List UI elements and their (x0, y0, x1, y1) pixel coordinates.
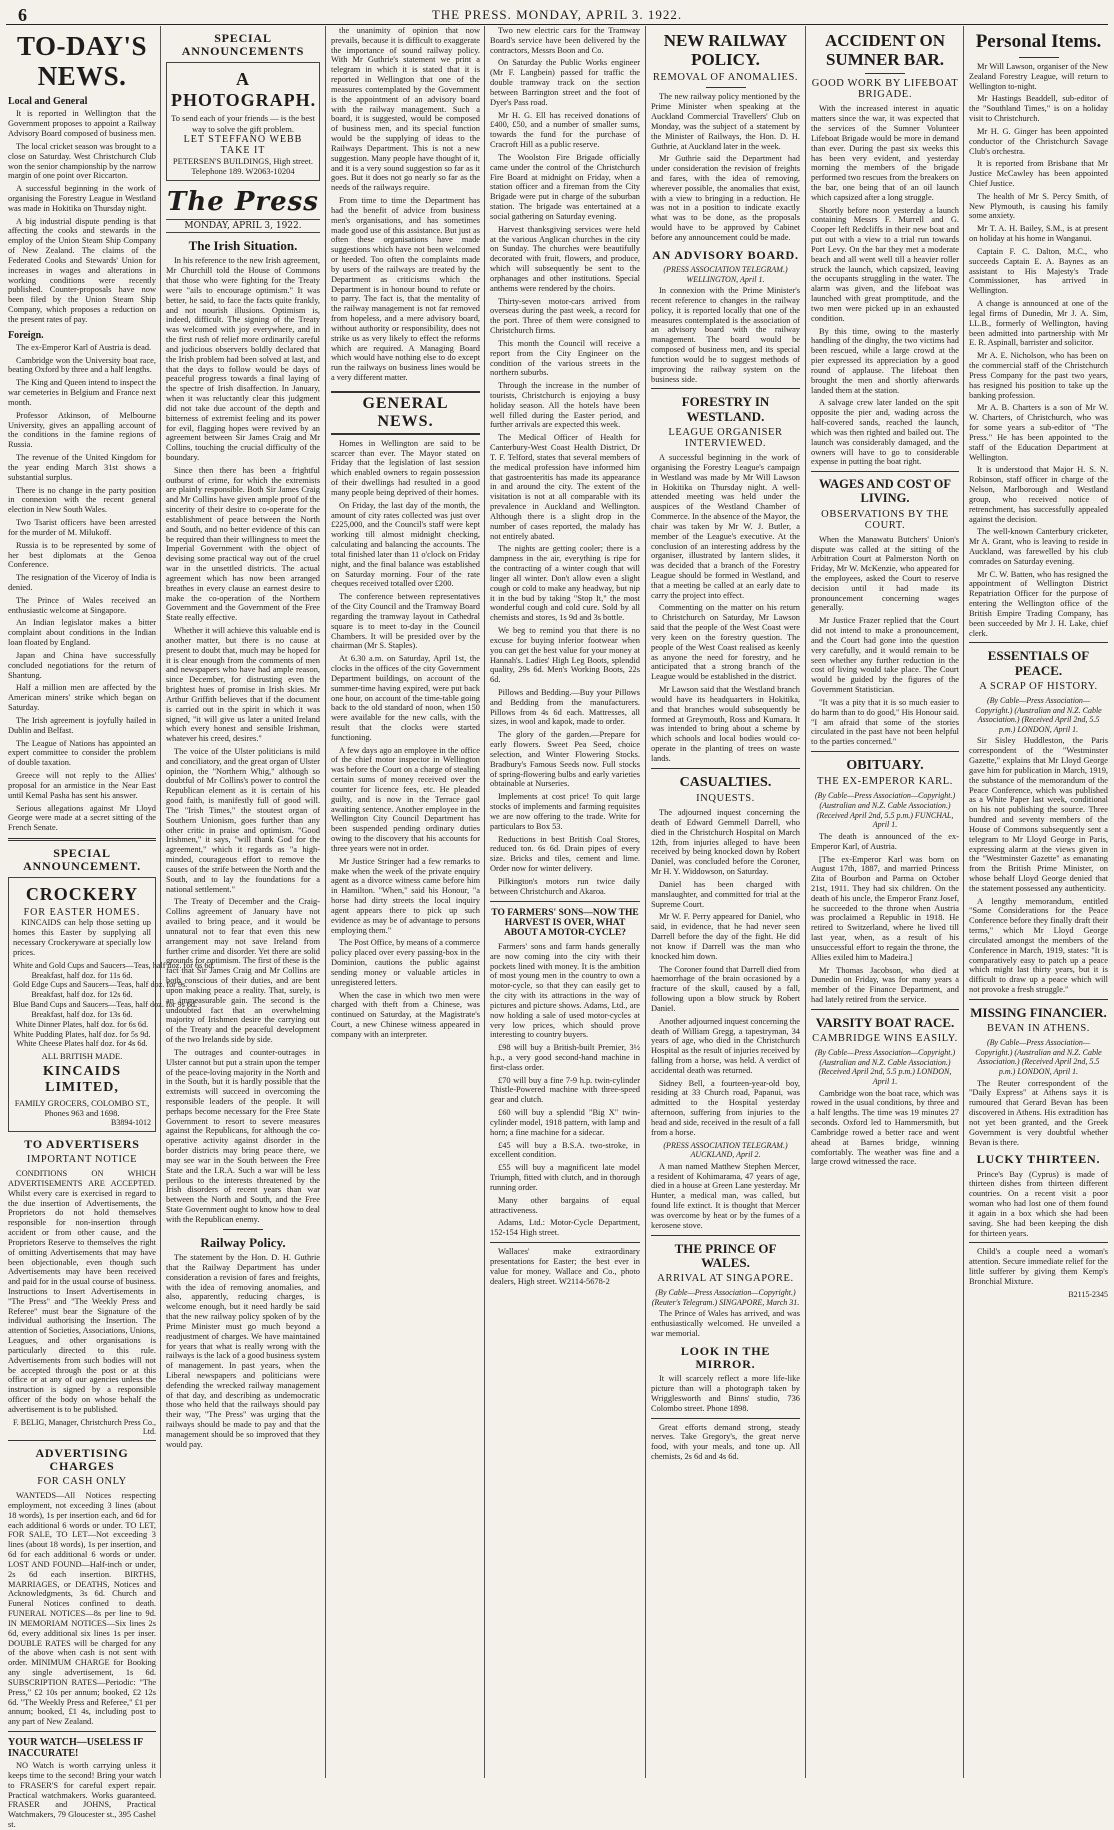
advertisers-notice: CONDITIONS ON WHICH ADVERTISEMENTS ARE ACCEPTED. Whilst every care is exercised in regard to the due insertion of Advertisements, the Proprietors do not hold themselves responsible for non-insertion through accident or from other cause, and the Proprietors Reserve to themselves the right of omitting Advertisements that may have been objectionable, even though such Advertisements may have been received and paid for in the usual course of business. Instructions to Insert Advertisements in "The Press" and "The Weekly Press and Referee" must bear the Signature of the individual authorising the Insertion. The attention of Societies, Associations, Unions, Leagues, and other organisations is particularly directed to this rule. Advertisements from such bodies will not be accepted through the post or at this office or at any of our agencies unless the instruction is signed by a responsible officer of the body on whose behalf the advertisement is to be published. (8, 1169, 156, 1414)
article-paragraph: Mr Justice Frazer replied that the Court did not intend to make a pronouncement, and the Court had gone into the question very carefully, and it would remain to be seen whether any further reduction in the cost of living would take place. The Court would be guided by the figures of the Government Statistician. (811, 616, 959, 695)
obituary-heading: OBITUARY. (846, 758, 924, 774)
news-item: Through the increase in the number of tourists, Christchurch is enjoying a busy holiday season. All the hotels have been well filled during the Easter period, and further arrivals are expected this week. (490, 381, 640, 430)
news-item: The Post Office, by means of a commerce policy placed over every passing-box in the Dominion, cautions the public against sending money or valuable articles in unregistered letters. (331, 938, 480, 987)
wages-subheading: OBSERVATIONS BY THE COURT. (821, 508, 949, 531)
editorial-continued: From time to time the Department has had the benefit of advice from business men's organisations, and has sometimes made good use of this assistance. But just as often these organisations have made suggestions which have not been welcomed or heeded. Too often the complaints made by users of the railways are treated by the Department as criticisms which the Department is in honour bound to refute or to parry. The fact is, that the mentality of the railway management is not far removed from hopeless, and a mere advisory board, without authority or responsibility, does not strike us as very likely to effect the reforms which are required. A Managing Board which would have nothing else to do except run the railways on business lines would be a very different matter. (331, 196, 480, 382)
news-item: This month the Council will receive a report from the City Engineer on the condition of the various streets in the northern suburbs. (490, 338, 640, 378)
personal-item: Mr Will Lawson, organiser of the New Zealand Forestry League, will return to Wellington to-night. (969, 61, 1108, 91)
railway-policy-heading: Railway Policy. (200, 1234, 286, 1250)
article-paragraph: It will scarcely reflect a more life-like picture than will a photograph taken by Wrigglesworth and Binns' studio, 736 Colombo street. Phone 1898. (651, 1374, 800, 1413)
divider (1019, 57, 1059, 58)
personal-item: Mr A. E. Nicholson, who has been on the commercial staff of the Christchurch Press Company for the past two years, has resigned his position to take up the banking profession. (969, 351, 1108, 400)
advisory-board-heading: AN ADVISORY BOARD. (652, 247, 799, 262)
editorial-paragraph: The Treaty of December and the Craig-Collins agreement of January have not availed to bring peace, and it would be unnatural not to fear that even this new arrangement may not save Ireland from further crime and disorder. Yet there are solid grounds for optimism. The first of these is the fact that Sir James Craig and Mr Collins are both conscious of their duties, and are bent upon making peace a reality. That, surely, is an immeasurable gain. The second is the undoubted fact that an overwhelming majority of Irishmen desire the carrying out of the Treaty and the peaceful development of the two Irelands side by side. (166, 897, 320, 1045)
article-paragraph: Prince's Bay (Cyprus) is made of thirteen dishes from thirteen different countries. On a recent visit a poor woman who had lost one of them found it again in a box which she had been saving. She had been keeping the dish for thirteen years. (969, 1169, 1108, 1238)
column-rule (963, 26, 964, 1778)
ad-address: FAMILY GROCERS, COLOMBO ST., (14, 1097, 150, 1108)
article-paragraph: With the increased interest in aquatic matters since the war, it was expected that the services of the Sumner Volunteer Lifeboat Brigade would be more in demand than ever. During the past six weeks this has been very evident, and yesterday morning the members of the brigade performed two rescues from the breakers on the bar, one being that of an oil launch which capsized after a long struggle. (811, 104, 959, 202)
divider (8, 1440, 156, 1441)
page-masthead (6, 2, 1108, 25)
ad-brand: ALL BRITISH MADE. (41, 1051, 123, 1062)
divider (651, 1418, 800, 1419)
news-item: The Irish agreement is joyfully hailed in Dublin and Belfast. (8, 715, 156, 735)
forestry-heading: FORESTRY IN WESTLAND. (681, 394, 770, 424)
ad-title: CROCKERY (25, 884, 139, 905)
farmers-paragraph: Adams, Ltd.: Motor-Cycle Department, 152-154 High street. (490, 1218, 640, 1238)
news-item: The ex-Emperor Karl of Austria is dead. (16, 342, 152, 352)
varsity-heading: VARSITY BOAT RACE. (815, 1014, 955, 1030)
article-paragraph: Mr Guthrie said the Department had under consideration the revision of freights and fares, with the idea of removing, wherever possible, the anomalies that exist, with a view to bringing in a reduction. He was not in a position to indicate exactly what was to be done, as the proposals would have to be approved by Cabinet before any announcement could be made. (651, 154, 800, 242)
divider (223, 1229, 263, 1230)
article-paragraph: A lengthy memorandum, entitled "Some Considerations for the Peace Conference before they finally draft their terms," which Mr Lloyd George circulated amongst the members of the Conference in March, 1919, states: "It is comparatively easy to patch up a peace which might last thirty years, but it is difficult to draw up a peace which will not provoke a fresh struggle." (969, 896, 1108, 995)
advertisers-signature: F. BELIG, Manager, Christchurch Press Co., Ltd. (12, 1417, 156, 1436)
personal-items-heading: Personal Items. (975, 31, 1102, 52)
editorial-heading: The Irish Situation. (188, 238, 298, 254)
section-foreign: Foreign. (8, 329, 44, 341)
news-item: The Medical Officer of Health for Canterbury-West Coast Health District, Dr T. F. Telford, states that several members of the medical profession have informed him that gastroenteritis has made its appearance in and around the city. The extent of the visitation is not at all comparable with its prevalence in Auckland and Wellington. Although there is a slight drop in the number of cases reported, the malady has not entirely abated. (490, 433, 640, 541)
casualties-heading: CASUALTIES. (679, 774, 772, 790)
divider (490, 901, 640, 902)
lucky-thirteen-heading: LUCKY THIRTEEN. (976, 1152, 1101, 1167)
news-item: Russia is to be represented by some of her best diplomats at the Genoa Conference. (8, 540, 156, 570)
logo-text: The Press (167, 187, 319, 218)
dateline: (By Cable—Press Association—Copyright.) (Australian and N.Z. Cable Association.) (Received April 2nd, 5.5 p.m.) LONDON, April 1. (814, 1048, 956, 1086)
general-news-heading: GENERAL NEWS. (331, 391, 480, 435)
news-item: The glory of the garden.—Prepare for early flowers. Sweet Pea Seed, choice selection, and Winter Flowering Stocks. Bradbury's Famous Seeds now. Full stocks of spring-flowering bulbs and early varieties obtainable at Nurseries. (490, 730, 640, 789)
news-item: The League of Nations has appointed an expert committee to consider the problem of double taxation. (8, 738, 156, 768)
ad-code: B2115-2345 (1068, 1289, 1108, 1299)
article-paragraph: Commenting on the matter on his return to Christchurch on Saturday, Mr Lawson said that the people of the West Coast were very keen on the forestry question. The people of the West Coast realised as keenly as anyone the need for forestry, and he anticipated that a strong branch of the League would be established in the district. (651, 603, 800, 682)
dateline: (By Cable—Press Association—Copyright.) (Australian and N.Z. Cable Association.) (Received April 2nd, 5.5 p.m.) LONDON, April 1. (975, 1038, 1102, 1077)
column-4 (490, 26, 640, 1778)
news-item: On Saturday the Public Works engineer (Mr F. Langbein) passed for traffic the double tramway track on the section between Barrington street and the foot of Dyer's Pass road. (490, 58, 640, 107)
column-rule (805, 26, 806, 1778)
divider (651, 768, 800, 769)
editorial-paragraph: Since then there has been a frightful outburst of crime, for which the extremists are plainly responsible. Both Sir James Craig and Mr Collins have given ample proof of the sincerity of their desire to co-operate for the establishment of peace between the North and South, and no better evidence of this can be required than their willingness to meet the Imperial Government with the object of devising some practical way out of the cruel war in the unsettled districts. The actual agreement which has now been arranged breathes in every clause an earnest desire to make the co-operation of the Northern Government and the Government of the Free State really effective. (166, 465, 320, 623)
todays-news-title: TO-DAY'S NEWS. (16, 31, 148, 91)
price-item: White Dinner Plates, half doz. for 6s 6d. (15, 1019, 149, 1029)
dateline: (By Cable—Press Association—Copyright.) (Reuter's Telegram.) SINGAPORE, March 31. (651, 1288, 800, 1307)
article-paragraph: Shortly before noon yesterday a launch containing Messrs F. Murrell and G. Cooper left Redcliffs in their new boat and put out with a view to a trial run towards Port Levy. On the bar they met a moderate beach and all went well till a heavier roller struck the launch, which capsized, leaving the occupants struggling in the water. The alarm was given, and the lifeboat was launched with great promptitude, and the two men were picked up in an exhausted condition. (811, 205, 959, 323)
farmers-heading: TO FARMERS' SONS—NOW THE HARVEST IS OVER, WHAT ABOUT A MOTOR-CYCLE? (491, 907, 639, 939)
column-rule (645, 26, 646, 1778)
prince-subheading: ARRIVAL AT SINGAPORE. (657, 1273, 794, 1285)
article-paragraph: [The ex-Emperor Karl was born on August 17th, 1887, and married Princess Zita of Bourbon and Parma on October 21st, 1911. They had six children. On the death of his uncle, the Emperor Franz Josef, he succeeded to the throne when Austria was proclaimed a Republic in 1918. He retired to Switzerland, where he lived till last year, when, as a result of his unsuccessful effort to regain the throne, the Allies exiled him to Madeira.] (811, 854, 959, 962)
charges-body: WANTEDS—All Notices respecting employment, not exceeding 3 lines (about 18 words), 1s per insertion each, and 6d for each additional 6 words or under. TO LET, FOR SALE, TO LET—Not exceeding 3 lines (about 18 words), 1s per insertion, and 6d for each additional 6 words or under. LOST AND FOUND—Half-inch or under, 2s 6d each insertion. BIRTHS, MARRIAGES, or DEATHS, Notices and Acknowledgments, 3s 6d. Church and Funeral Notices confined to death. FUNERAL NOTICES—8s per line to 9d. IN MEMORIAM NOTICES—Six lines 2s 6d, every additional six lines 1s per inser. DOUBLE RATES will be charged for any of the above when cash is not sent with order. MINIMUM CHARGE for Booking any single advertisement, 1s 6d. SUBSCRIPTION RATES—Periodic: "The Press," £2 10s per annum; booked, £2 12s 6d. "The Weekly Press and Referee," £1 per annum; booked, £1 4s, including post to any part of New Zealand. (8, 1491, 156, 1727)
news-item: Mr Justice Stringer had a few remarks to make when the week of the private enquiry agent as a divorce witness came before him in Hamilton. "When," said his Honour, "a horse had dirty streets the local inquiry agent appears there to pick up such evidence as may be of advantage to persons employing them." (331, 856, 480, 935)
article-paragraph: Cambridge won the boat race, which was rowed in the usual conditions, by three and a half lengths. The time was 19 minutes 27 seconds. Oxford led to Hammersmith, but Cambridge rowed a better race and went ahead at Barnes bridge, winning comfortably. The weather was fine and a large crowd witnessed the race. (811, 1088, 959, 1167)
editorial-continued: the unanimity of opinion that now prevails, because it is difficult to exaggerate the importance of sound railway policy. With Mr Guthrie's statement we print a telegram in which it is stated that it is reported in Wellington that one of the measures contemplated by the Government is the appointment of an advisory board with the railway management. Such a board, it is suggested, would be composed of business men, and its special function would be the supplying of ideas to the Railways Department. This is not a new suggestion. Many people have thought of it, and it is a very sound suggestion so far as it goes. But it does not go nearly so far as the needs of the railways require. (331, 26, 480, 193)
news-item: The conference between representatives of the City Council and the Tramway Board regarding the tramway layout in Cathedral square is to meet to-day in the Council Chambers. It will be presided over by the chairman (Mr S. Staples). (331, 592, 480, 651)
ad-code: B3894-1012 (111, 1117, 151, 1127)
price-item: Gold Edge Cups and Saucers—Teas, half doz. for 9s. (13, 980, 188, 990)
ad-line: LET STEFFANO WEBB TAKE IT (183, 133, 303, 156)
editorial-paragraph: The outrages and counter-outrages in Ulster cannot but put a strain upon the temper of the peace-loving majority in the North and in the South, but it is hardly possible that the extremists will succeed in overcoming the responsible leaders of the people. It will perhaps become necessary for the Free State Government to resort to severe measures against the Republicans, for although the co-operative activity against disorder in the border districts may bring peace there, we may see war in the South between the Free State and the I.R.A. Such a war will be less perilous to the interests threatened by the Irish disorders of recent years than war between the North and South, and the Free State Government ought to know how to deal with the Republican enemy. (166, 1047, 320, 1224)
column-rule (484, 26, 485, 1778)
photograph-advertisement (166, 62, 320, 181)
accident-heading: ACCIDENT ON SUMNER BAR. (824, 31, 946, 69)
news-item: A big industrial dispute pending is that affecting the cooks and stewards in the employ of the Union Steam Ship Company of New Zealand. The claims of the Federated Cooks and Stewards' Union for increases in wages and alterations in working conditions were recently published. Counter-proposals have now been filed by the Union Steam Ship Company, which proposes a reduction on the present rates of pay. (8, 216, 156, 324)
watch-heading: YOUR WATCH—USELESS IF INACCURATE! (8, 1737, 143, 1760)
forestry-subheading: LEAGUE ORGANISER INTERVIEWED. (668, 427, 783, 450)
dateline: (PRESS ASSOCIATION TELEGRAM.) AUCKLAND, April 2. (663, 1140, 788, 1160)
news-item: The resignation of the Viceroy of India is denied. (8, 573, 156, 592)
article-paragraph: Another adjourned inquest concerning the death of William Gregg, a tapestryman, 34 years of age, who died in the Christchurch Hospital as the result of injuries received by falling from a horse, was held. A verdict of accidental death was returned. (651, 1016, 800, 1075)
news-item: The Prince of Wales received an enthusiastic welcome at Singapore. (8, 595, 156, 615)
divider (490, 1242, 640, 1243)
article-paragraph: "It was a pity that it is so much easier to do harm than to do good," His Honour said. "I am afraid that some of the stories circulated in the past have not been helpful to the parties concerned." (811, 697, 959, 747)
news-item: Two Tsarist officers have been arrested for the murder of M. Milukoff. (8, 518, 156, 537)
column-1 (8, 26, 215, 1829)
price-item: Blue Band Cups and Saucers—Teas, half doz. for 9s 6d. (13, 1000, 198, 1010)
foreign-news-list (8, 343, 156, 833)
divider (8, 838, 156, 841)
column-7 (969, 26, 1108, 1778)
ad-line: Telephone 189. W2063-10204 (191, 165, 295, 176)
news-item: Reductions in best British Coal Stores, reduced ton. 6s 6d. Drain pipes of every size. Bricks and tiles, cement and lime. Order now for winter delivery. (490, 834, 640, 874)
farmers-paragraph: £45 will buy a B.S.A. two-stroke, in excellent condition. (490, 1140, 640, 1160)
news-item: The revenue of the United Kingdom for the year ending March 31st shows a substantial surplus. (8, 453, 156, 482)
price-item: Breakfast, half doz. for 11s 6d. (31, 970, 133, 980)
personal-item: The health of Mr S. Percy Smith, of New Plymouth, is causing his family some anxiety. (969, 191, 1108, 221)
article-paragraph: The Reuter correspondent of the "Daily Express" at Athens says it is rumoured that Gerard Bevan has been discovered in Athens. His extradition has not yet been granted, and the Greek Government is very doubtful whether Bevan is there. (969, 1078, 1108, 1147)
article-paragraph: The Coroner found that Darrell died from haemorrhage of the brain occasioned by a fracture of the skull, caused by a fall, following upon a blow struck by Robert Daniel. (651, 964, 800, 1013)
divider (651, 388, 800, 389)
special-announcement-heading: SPECIAL ANNOUNCEMENT. (23, 846, 141, 874)
news-item: Pillows and Bedding.—Buy your Pillows and Bedding from the manufacturers. Pillows from 4s 6d each. Mattresses, all sizes, in wool and kapok, made to order. (490, 688, 640, 727)
article-paragraph: Child's a couple need a woman's attention. Secure immediate relief for the little sufferer by giving them Kemp's Bronchial Mixture. (969, 1247, 1108, 1286)
article-paragraph: Daniel has been charged with manslaughter, and committed for trial at the Supreme Court. (651, 879, 800, 909)
editorial-paragraph: The statement by the Hon. D. H. Guthrie that the Railway Department has under consideration a revision of fares and freights, with the idea of removing anomalies, and also, apparently, reducing charges, is welcome enough, but it need hardly be said that the new railway policy spoken of by the Prime Minister must go much beyond a readjustment of charges. We have maintained for years that what is really wrong with the railways is the lack of a good business system of management. In past years, when the Liberal newspapers and politicians were defending the wrecked railway management of that day, and describing as undemocratic those who held that the railways should pay their way, "The Press" was urging that the railways should be made to pay and that the management should be so improved that they would pay. (166, 1253, 320, 1449)
advertisers-heading: TO ADVERTISERS (24, 1136, 140, 1151)
article-paragraph: The death is announced of the ex-Emperor Karl, of Austria. (811, 831, 959, 851)
divider (706, 87, 746, 88)
advertisers-subheading: IMPORTANT NOTICE (26, 1154, 138, 1166)
missing-financier-heading: MISSING FINANCIER. (970, 1004, 1107, 1020)
charges-heading: ADVERTISING CHARGES (35, 1445, 129, 1473)
ad-subtitle: FOR EASTER HOMES. (23, 907, 141, 919)
article-paragraph: A successful beginning in the work of organising the Forestry League's campaign in Westland was made by Mr Will Lawson in Hokitika on Thursday night. A well-attended meeting was held under the auspices of the Westland Chamber of Commerce. In the absence of the Mayor, the chair was taken by Mr W. J. Butler, a member of the League's executive. At the conclusion of an interesting address by the organiser, illustrated by lantern slides, it was decided that a branch of the Forestry League should be formed in Westland, and that a meeting be called at an early date to carry the project into effect. (651, 453, 800, 600)
personal-item: A change is announced at one of the legal firms of Dunedin, Mr J. A. Sim, LL.B., formerly of Wellington, having been admitted into partnership with Mr E. R. Aspinall, barrister and solicitor. (969, 299, 1108, 348)
farmers-paragraph: Farmers' sons and farm hands generally are now coming into the city with their pockets lined with money. It is the ambition of most young men in the country to own a motor-cycle, so that they can easily get to the city with its attractions in the way of pictures and picture shows. Adams, Ltd., are now holding a sale of used motor-cycles at very low prices, which should prove interesting to country buyers. (490, 941, 640, 1040)
news-item: On Friday, the last day of the month, the amount of city rates collected was just over £225,000, and the Council's staff were kept working till almost midnight checking, calculating and balancing the accounts. The total finished later than 11 o'clock on Friday night, and the final balance was established on Saturday morning. Four of the rate cheques received totalled over £200. (331, 500, 480, 589)
news-item: The nights are getting cooler; there is a dampness in the air, everything is ripe for the contracting of a winter cough that will linger all winter. Don't allow even a slight cough or cold to make any headway, but nip it in the bud by taking "Stop It," the most wonderful cough and cold cure. Sold by all chemists and stores, 1s 9d and 3s bottle. (490, 544, 640, 623)
farmers-paragraph: £60 will buy a splendid "Big X" twin-cylinder model, 1918 pattern, with lamp and horn; a fine machine for a sidecar. (490, 1108, 640, 1137)
page-number: 6 (18, 5, 27, 25)
article-paragraph: Sidney Bell, a fourteen-year-old boy, residing at 33 Church road, Papanui, was admitted to the Hospital yesterday afternoon, suffering from injuries to the head and side, received in the result of a fall from a horse. (651, 1078, 800, 1137)
article-paragraph: A salvage crew later landed on the spit opposite the pier and, wading across the half-covered sands, reached the launch, which was then righted and bailed out. The launch was considerably damaged, and the owners will have to go to considerable expense in putting the boat right. (811, 398, 959, 467)
article-paragraph: The adjourned inquest concerning the death of Edward Gemmell Darrell, who died in the Christchurch Hospital on March 12th, from injuries alleged to have been received by being knocked down by Robert Daniel, was concluded before the Coroner, Mr H. Y. Widdowson, on Saturday. (651, 808, 800, 877)
news-item: When the case in which two men were charged with theft from a Chinese, was continued on Saturday, at the Magistrate's Court, a new Chinese witness appeared in company with an interpreter. (331, 990, 480, 1039)
personal-item: It is reported from Brisbane that Mr Justice McCawley has been appointed Chief Justice. (969, 159, 1108, 188)
news-item: Pilkington's motors run twice daily between Christchurch and Akaroa. (490, 876, 640, 896)
farmers-paragraph: Many other bargains of equal attractiveness. (490, 1195, 640, 1215)
ad-company: KINCAIDS LIMITED, (42, 1063, 121, 1095)
the-press-logo (166, 187, 320, 233)
divider (811, 1009, 959, 1010)
farmers-paragraph: £55 will buy a magnificent late model Triumph, fitted with clutch, and in thorough running order. (490, 1163, 640, 1192)
dateline: (By Cable—Press Association—Copyright.) (Australian and N.Z. Cable Association.) (Received April 2nd, 5.5 p.m.) LONDON, April 1. (975, 696, 1102, 734)
divider (8, 1731, 156, 1732)
section-local-general: Local and General (8, 96, 88, 108)
price-item: Breakfast, half doz. for 13s 6d. (31, 1009, 133, 1019)
accident-subheading: GOOD WORK BY LIFEBOAT BRIGADE. (811, 78, 959, 101)
article-paragraph: Mr Lawson said that the Westland branch would have its headquarters in Hokitika, and that branches would subsequently be formed at Greymouth, Ross and Kumara. It was intended to bring about a scheme by which schools and local bodies would co-operate in the planting of trees on waste lands. (651, 685, 800, 763)
divider (651, 1235, 800, 1236)
price-item: White and Gold Cups and Saucers—Teas, half doz. for 6s 6d. (13, 960, 215, 970)
column-6 (811, 26, 959, 1778)
masthead-title: THE PRESS. MONDAY, APRIL 3. 1922. (431, 7, 683, 22)
news-item: Homes in Wellington are said to be scarcer than ever. The Mayor stated on Friday that the legislation of last session which enabled owners to regain possession of their dwellings had resulted in a good many people being deprived of their homes. (331, 438, 480, 497)
news-item: A successful beginning in the work of organising the Forestry League in Westland was made in Hokitika on Thursday night. (8, 184, 156, 213)
news-item: Professor Atkinson, of Melbourne University, gives an appalling account of the conditions in the famine regions of Russia. (8, 410, 156, 450)
news-item: The Woolston Fire Brigade officially came under the control of the Christchurch Fire Board at midnight on Friday, when a station officer and a fireman from the City Brigade were put in charge of the suburban station. The brigade was entertained at a social gathering on Saturday evening. (490, 152, 640, 221)
column-rule (160, 26, 161, 1778)
price-item: White Cheese Plates half doz. for 4s 6d. (16, 1039, 148, 1049)
news-item: Two new electric cars for the Tramway Board's service have been delivered by the contractors, Messrs Boon and Co. (490, 26, 640, 55)
article-paragraph: By this time, owing to the masterly handling of the dinghy, the two victims had been rescued, while a large crowd at the pier expressed its appreciation by a good round of applause. The lifeboat then brought the men and shortly afterwards landed them at the station. (811, 326, 959, 395)
charges-subheading: FOR CASH ONLY (37, 1476, 127, 1488)
wages-heading: WAGES AND COST OF LIVING. (818, 477, 952, 505)
ad-line: To send each of your friends — is the best way to solve the gift problem. (171, 113, 315, 134)
personal-item: Mr Hastings Beaddell, sub-editor of the "Southland Times," is on a holiday visit to Christchurch. (969, 94, 1108, 124)
news-item: Half a million men are affected by the American miners' strike which began on Saturday. (8, 683, 156, 713)
new-railway-policy-heading: NEW RAILWAY POLICY. (663, 31, 788, 69)
news-item: Thirty-seven motor-cars arrived from overseas during the past week, a record for the port. Three of them were consigned to Christchurch firms. (490, 296, 640, 336)
news-item: A few days ago an employee in the office of the chief motor inspector in Wellington was before the Court on a charge of stealing certain sums of money received over the counter for licence fees, etc. He pleaded guilty, and is now in the Terrace gaol awaiting sentence. Another employee in the Wellington City Council Department has been suspended pending ordinary duties owing to the discovery that his accounts for three years were not in order. (331, 745, 480, 853)
ad-price-list (13, 960, 215, 1050)
dateline: (By Cable—Press Association—Copyright.) (Australian and N.Z. Cable Association.) (Received April 2nd, 5.5 p.m.) FUNCHAL, April 1. (814, 791, 956, 830)
divider (811, 751, 959, 752)
news-item: Japan and China have successfully concluded negotiations for the return of Shantung. (8, 650, 156, 680)
column-2 (166, 26, 320, 1778)
editorial-paragraph: In his reference to the new Irish agreement, Mr Churchill told the House of Commons that those who were fighting for the Treaty were "ails to encourage optimism." It was better, he said, to face the facts quite frankly, and not nourish illusions. Optimism is, indeed, difficult. The signing of the Treaty was welcomed with joy everywhere, and in the first rush of relief more ordinarily careful and judicious observers boldly declared that the Irish problem had been solved at last, and that the days to follow would be days of peaceful progress towards a final laying of the spectre of Irish disaffection. In January, when it was reluctantly clear this judgment did not take due account of the depth and bitterness of extremist feeling and its power for evil, flagging hopes were revived by an agreement between Sir James Craig and Mr Collins, touching the crucial difficulty of the boundary. (166, 256, 320, 462)
column-3 (331, 26, 480, 1778)
editorial-paragraph: The voice of the Ulster politicians is mild and conciliatory, and the great organ of Ulster opinion, the "Northern Whig," although so doubtful of Mr Collins's power to control the Republican element as it is certain of his good faith, is manifestly full of good will. The "Irish Times," the stoutest organ of Southern Unionism, goes further than any other critic in praise and optimism. "Good Irishmen," it says, "will thank God for the agreement," which it regards as "a high-minded, courageous effort to remove the causes of the strife between the North and the South, and to lay the foundations for a national settlement." (166, 747, 320, 894)
personal-item: Captain F. C. Dalton, M.C., who succeeds Captain E. A. Baynes as an assistant to His Majesty's Trade Commissioner, has arrived in Wellington. (969, 246, 1108, 296)
personal-item: Mr H. G. Ginger has been appointed conductor of the Christchurch Savage Club's orchestra. (969, 126, 1108, 156)
column-5 (651, 26, 800, 1778)
article-paragraph: Sir Sisley Huddleston, the Paris correspondent of the "Westminster Gazette," explains that Mr Lloyd George gave him for publication in March, 1919, the substance of the memorandum of the Peace Conference, which was published as a White Paper last week, conditional on his not publishing the source. Three hundred and seventy members of the House of Commons subsequently sent a telegram to Mr Lloyd George in Paris, expressing alarm at the views given in the "Westminster Gazette" as emanating from the British Prime Minister, on whose behalf Lloyd George denied that the statement possessed any authenticity. (969, 736, 1108, 893)
column-rule (325, 26, 326, 1778)
article-paragraph: Mr Thomas Jacobson, who died at Dunedin on Friday, was for many years a member of the Finance Department, and had lately retired from the service. (811, 965, 959, 1005)
news-item: At 6.30 a.m. on Saturday, April 1st, the clocks in the offices of the city Government Department buildings, on account of the summer-time having expired, were put back one hour, on account of the time-table going back to the old standard of noon, when 150 were available for the new calls, with the result that the clocks were started functioning. (331, 654, 480, 742)
news-item: An Indian legislator makes a bitter complaint about conditions in the Indian loan floated by England. (8, 618, 156, 648)
inquests-subheading: INQUESTS. (696, 793, 755, 805)
footer-notice: Great efforts demand strong, steady nerves. Take Gregory's, the great nerve food, with your meals, and tone up. All chemists, 2s 6d and 4s 6d. (651, 1422, 800, 1462)
mirror-heading: LOOK IN THE MIRROR. (680, 1343, 771, 1372)
divider (865, 73, 905, 74)
news-item: We beg to remind you that there is no excuse for buying inferior footwear when you can get the best value for your money at Hannah's. Ladies' High Leg Boots, splendid quality, 29s 6d. Men's Working Boots, 22s 6d. (490, 626, 640, 685)
article-paragraph: The Prince of Wales has arrived, and was enthusiastically welcomed. He unveiled a war memorial. (651, 1309, 800, 1339)
divider (969, 999, 1108, 1000)
railway-subheading: REMOVAL OF ANOMALIES. (652, 72, 799, 84)
farmers-paragraph: £98 will buy a British-built Premier, 3½ h.p., a very good second-hand machine in first-class order. (490, 1043, 640, 1072)
watch-body: NO Watch is worth carrying unless it keeps time to the second! Bring your watch to FRASER'S for careful expert repair. Practical watchmakers. Works guaranteed. FRASER and JOHNS, Practical Watchmakers, 79 Gloucester st., 395 Cashel st. (8, 1761, 156, 1829)
news-item: Mr H. G. Ell has received donations of £400, £50, and a number of smaller sums, towards the fund for the purchase of Cracroft Hill as a public reserve. (490, 110, 640, 150)
special-announcements-heading: SPECIAL ANNOUNCEMENTS (181, 31, 305, 59)
ad-title: A PHOTOGRAPH. (171, 69, 317, 111)
wallaces-notice: Wallaces' make extraordinary presentations for Easter; the best ever in value for money. Wallace and Co., photo dealers, High street. W2114-5678-2 (490, 1247, 640, 1286)
news-item: The King and Queen intend to inspect the war cemeteries in Belgium and France next month. (8, 378, 156, 407)
essentials-subheading: A SCRAP OF HISTORY. (979, 681, 1098, 693)
price-item: Breakfast, half doz. for 12s 6d. (31, 990, 133, 1000)
crockery-advertisement (8, 877, 215, 1131)
news-item: Greece will not reply to the Allies' proposal for an armistice in the Near East until Kemal Pasha has sent his answer. (8, 771, 156, 800)
essentials-heading: ESSENTIALS OF PEACE. (987, 648, 1090, 678)
ad-body: KINCAIDS can help those setting up homes this Easter by supplying all necessary Crockeryware at specially low prices. (13, 918, 151, 957)
article-paragraph: The new railway policy mentioned by the Prime Minister when speaking at the Auckland Commercial Travellers' Club on Monday, was the subject of a statement by the Minister of Railways, the Hon. D. H. Guthrie, at Auckland later in the week. (651, 92, 800, 151)
article-paragraph: Mr W. F. Perry appeared for Daniel, who said, in evidence, that he had never seen Darrell before the day of the fight. He did not know if Darrell was the man who knocked him down. (651, 912, 800, 961)
dateline: (PRESS ASSOCIATION TELEGRAM.) WELLINGTON, April 1. (663, 264, 788, 284)
news-item: Cambridge won the University boat race, beating Oxford by three and a half lengths. (8, 355, 156, 375)
personal-item: Mr A. B. Charters is a son of Mr W. W. Charters, of Christchurch, who was for some years a sub-editor of "The Press." He has been appointed to the staff of the Education Department at Wellington. (969, 403, 1108, 462)
varsity-subheading: CAMBRIDGE WINS EASILY. (812, 1033, 958, 1045)
divider (969, 642, 1108, 643)
price-item: White Pudding Plates, half doz. for 5s 9d. (13, 1029, 151, 1039)
news-item: Serious allegations against Mr Lloyd George were made at a secret sitting of the French Senate. (8, 803, 156, 833)
news-item: It is reported in Wellington that the Government proposes to appoint a Railway Advisory Board composed of business men. (8, 109, 156, 139)
prince-of-wales-heading: THE PRINCE OF WALES. (674, 1240, 777, 1270)
divider (969, 1242, 1108, 1243)
editorial-paragraph: Whether it will achieve this valuable end is another matter, but there is no cause at present to doubt that, much may be hoped for it is clear enough from the comments of men and newspapers who have had ample reason, since December, for distrusting even the brightest hues of promise in Irish skies. Mr Arthur Griffith believes that if the document is carried out in the spirit in which it was signed, "it will give us later a united Ireland which every honest and sensible Irishman, whatever his creed, desires." (166, 626, 320, 744)
personal-item: Mr T. A. H. Bailey, S.M., is at present on holiday at his home in Wanganui. (969, 224, 1108, 244)
missing-subheading: BEVAN IN ATHENS. (986, 1023, 1091, 1035)
local-news-list (8, 109, 156, 324)
divider (811, 471, 959, 472)
article-paragraph: A man named Matthew Stephen Mercer, a resident of Kohimarama, 47 years of age, died in a house at Green Lane yesterday. Mr Hunter, a medical man, was called, but found life extinct. It is thought that Mercer was overcome by heat or by the fumes of a kerosene stove. (651, 1161, 800, 1230)
farmers-paragraph: £70 will buy a fine 7-9 h.p. twin-cylinder Thistle-Powered machine with three-speed gear and clutch. (490, 1075, 640, 1105)
ad-line: PETERSEN'S BUILDINGS, High street. (172, 155, 314, 166)
karl-subheading: THE EX-EMPEROR KARL. (817, 776, 953, 788)
personal-item: It is understood that Major H. S. N. Robinson, staff officer in charge of the Nelson, Marlborough and Westland group, who received notice of retrenchment, has successfully appealed against the decision. (969, 465, 1108, 524)
ad-phones: Phones 963 and 1698. (44, 1107, 120, 1118)
news-item: Harvest thanksgiving services were held at the various Anglican churches in the city on Sunday. The churches were beautifully decorated with fruit, flowers, and produce, which will subsequently be sent to the orphanages and other institutions. Special anthems were rendered by the choirs. (490, 224, 640, 293)
personal-item: The well-known Canterbury cricketer, Mr A. Grant, who is leaving to reside in Auckland, was farewelled by his club comrades on Saturday evening. (969, 527, 1108, 566)
article-paragraph: When the Manawatu Butchers' Union's dispute was called at the sitting of the Arbitration Court at Palmerston North on Friday, Mr W. McKenzie, who appeared for the employees, asked the Court to reserve decision until it had made its pronouncement concerning wages generally. (811, 534, 959, 613)
personal-item: Mr C. W. Batten, who has resigned the appointment of Wellington District Repatriation Officer for the purpose of entering the Wellington office of the British Empire Trading Company, has been succeeded by Mr J. H. Lake, chief clerk. (969, 569, 1108, 638)
general-news-banner (331, 391, 480, 435)
news-item: There is no change in the party position in connexion with the recent general election in New South Wales. (8, 485, 156, 515)
news-item: The local cricket season was brought to a close on Saturday. West Christchurch Club won the senior championship by the narrow margin of one point over Riccarton. (8, 141, 156, 181)
logo-date: MONDAY, APRIL 3, 1922. (166, 219, 320, 233)
article-paragraph: In connexion with the Prime Minister's recent reference to changes in the railway policy, it is reported locally that one of the measures contemplated is the association of an advisory board with the railway management. The board would be composed of business men, and its special function would be to suggest methods of improving the railway system on the business side. (651, 286, 800, 384)
news-item: Implements at cost price! To quit large stocks of implements and farming requisites we are now offering to the trade. Write for particulars to Box 53. (490, 792, 640, 831)
